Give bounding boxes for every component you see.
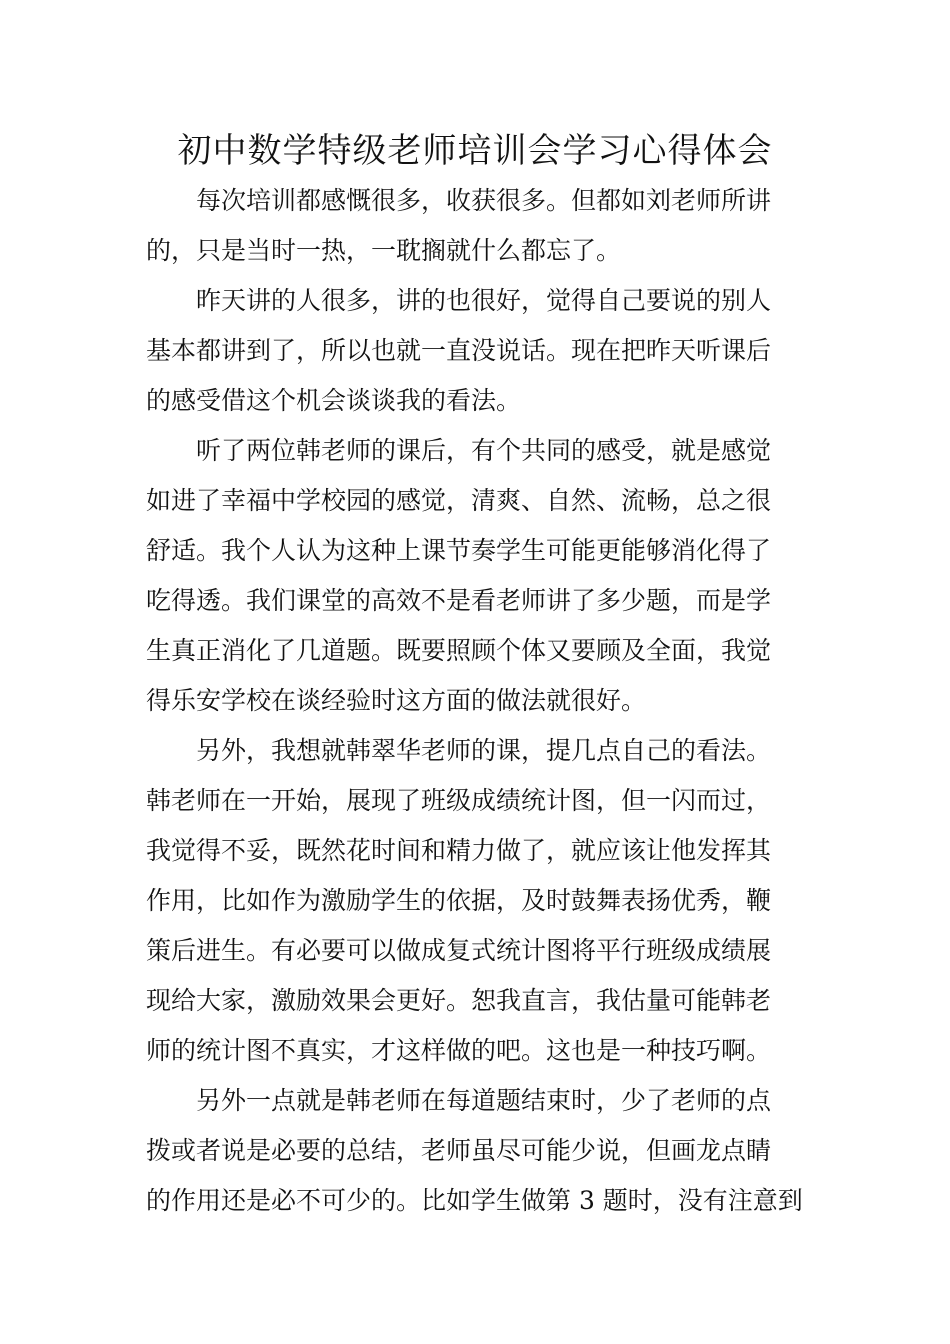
- text-line: 每次培训都感慨很多，收获很多。但都如刘老师所讲: [196, 186, 772, 215]
- text-line: 生真正消化了几道题。既要照顾个体又要顾及全面，我觉: [146, 636, 772, 665]
- text-line: 基本都讲到了，所以也就一直没说话。现在把昨天听课后: [146, 336, 772, 365]
- text-line: 策后进生。有必要可以做成复式统计图将平行班级成绩展: [146, 936, 772, 965]
- text-line: 师的统计图不真实，才这样做的吧。这也是一种技巧啊。: [146, 1036, 772, 1065]
- text-line: 的感受借这个机会谈谈我的看法。: [146, 386, 522, 415]
- text-line: 如进了幸福中学校园的感觉，清爽、自然、流畅，总之很: [146, 486, 772, 515]
- text-line: 另外一点就是韩老师在每道题结束时，少了老师的点: [196, 1086, 772, 1115]
- text-line: 听了两位韩老师的课后，有个共同的感受，就是感觉: [196, 436, 772, 465]
- text-line: 我觉得不妥，既然花时间和精力做了，就应该让他发挥其: [146, 836, 772, 865]
- text-line: 得乐安学校在谈经验时这方面的做法就很好。: [146, 686, 647, 715]
- paragraph-4: [146, 726, 810, 1076]
- document-body: [146, 176, 810, 1226]
- text-line: 舒适。我个人认为这种上课节奏学生可能更能够消化得了: [146, 536, 772, 565]
- paragraph-5: [146, 1076, 810, 1226]
- document-title: 初中数学特级老师培训会学习心得体会: [177, 131, 773, 171]
- text-line: 的作用还是必不可少的。比如学生做第 3 题时，没有注意到: [146, 1186, 803, 1215]
- text-line: 作用，比如作为激励学生的依据，及时鼓舞表扬优秀，鞭: [146, 886, 772, 915]
- paragraph-1: [146, 176, 810, 276]
- paragraph-2: [146, 276, 810, 426]
- text-line: 拨或者说是必要的总结，老师虽尽可能少说，但画龙点睛: [146, 1136, 772, 1165]
- text-line: 的，只是当时一热，一耽搁就什么都忘了。: [146, 236, 622, 265]
- paragraph-3: [146, 426, 810, 726]
- text-line: 吃得透。我们课堂的高效不是看老师讲了多少题，而是学: [146, 586, 772, 615]
- text-line: 韩老师在一开始，展现了班级成绩统计图，但一闪而过，: [146, 786, 772, 815]
- text-line: 昨天讲的人很多，讲的也很好，觉得自己要说的别人: [196, 286, 772, 315]
- text-line: 另外，我想就韩翠华老师的课，提几点自己的看法。: [196, 736, 772, 765]
- text-line: 现给大家，激励效果会更好。恕我直言，我估量可能韩老: [146, 986, 772, 1015]
